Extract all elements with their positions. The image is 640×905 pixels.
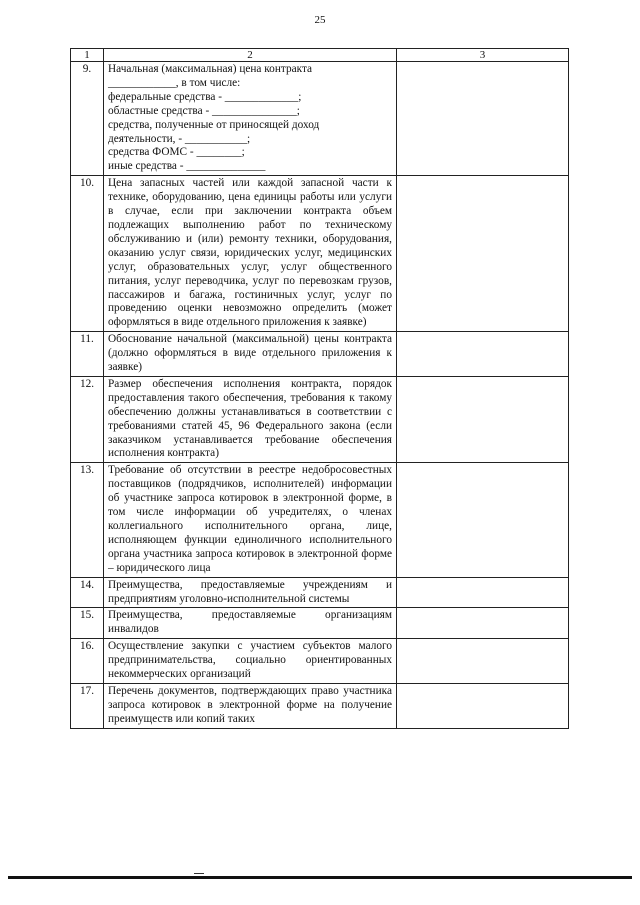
row-value-cell [397,683,569,728]
row-description: Цена запасных частей или каждой запасной части к технике, оборудованию, цена единицы работы или услуги в случае, если при заключении контракта объем подлежащих выполнению работ по техническому обслуживанию и (или) ремонту техники, оборудования, оказанию услуг связи, юридических услуг, медицинских услуг, образовательных услуг, услуг общественного питания, услуг переводчика, услуг по перевозкам грузов, пассажиров и багажа, гостиничных услуг, услуг по проведению оценки невозможно определить (может оформляться в виде отдельного приложения к заявке) [104,176,397,332]
table-row [71,376,569,462]
row-description: Обоснование начальной (максимальной) цены контракта (должно оформляться в виде отдельного приложения к заявке) [104,332,397,377]
row-description: Преимущества, предоставляемые учреждениям и предприятиям уголовно-исполнительной системы [104,577,397,608]
row-value-cell [397,608,569,639]
row-number: 16. [71,639,104,684]
header-col-3: 3 [397,49,569,62]
page-number: 25 [314,14,326,26]
row-line: деятельности, - ___________; [108,132,251,145]
table-row [71,639,569,684]
row-number: 15. [71,608,104,639]
row-line: иные средства - ______________ [108,160,266,173]
row-number: 14. [71,577,104,608]
row-value-cell [397,639,569,684]
procurement-table [70,48,569,729]
table-row [71,683,569,728]
table-row [71,62,569,176]
table-row [71,608,569,639]
row-description: Преимущества, предоставляемые организациям инвалидов [104,608,397,639]
row-number: 17. [71,683,104,728]
row-value-cell [397,332,569,377]
table-row [71,577,569,608]
row-line: средства, полученные от приносящей доход [108,118,320,131]
row-number: 9. [71,62,104,176]
row-number: 12. [71,376,104,462]
scan-mark [194,873,204,874]
row-value-cell [397,62,569,176]
table-row [71,176,569,332]
row-description: Осуществление закупки с участием субъектов малого предпринимательства, социально ориентированных некоммерческих организаций [104,639,397,684]
table-row [71,332,569,377]
row-description: Требование об отсутствии в реестре недобросовестных поставщиков (подрядчиков, исполнителей) информации об участнике запроса котировок в электронной форме, в том числе информации об учредителях, о членах коллегиального исполнительного органа, лице, исполняющем функции единоличного исполнительного органа участника запроса котировок в электронной форме – юридического лица [104,463,397,577]
row-line: ____________, в том числе: [108,76,241,89]
row-line: Начальная (максимальная) цена контракта [108,63,313,75]
row-line: областные средства - _______________; [108,104,300,117]
table-row [71,463,569,577]
row-description [104,62,397,176]
row-line: средства ФОМС - ________; [108,146,245,159]
row-number: 11. [71,332,104,377]
row-number: 10. [71,176,104,332]
bottom-rule [8,876,632,879]
row-number: 13. [71,463,104,577]
row-description: Размер обеспечения исполнения контракта, порядок предоставления такого обеспечения, требования к такому обеспечению должны устанавливаться в соответствии с требованиями статей 45, 96 Федерального закона (если заказчиком устанавливается требование обеспечения исполнения контракта) [104,376,397,462]
row-value-cell [397,577,569,608]
row-value-cell [397,376,569,462]
header-col-2: 2 [104,49,397,62]
row-line: федеральные средства - _____________; [108,90,302,103]
header-col-1: 1 [71,49,104,62]
row-value-cell [397,463,569,577]
row-description: Перечень документов, подтверждающих право участника запроса котировок в электронной форме на получение преимуществ или копий таких [104,683,397,728]
header-row [71,49,569,62]
row-value-cell [397,176,569,332]
